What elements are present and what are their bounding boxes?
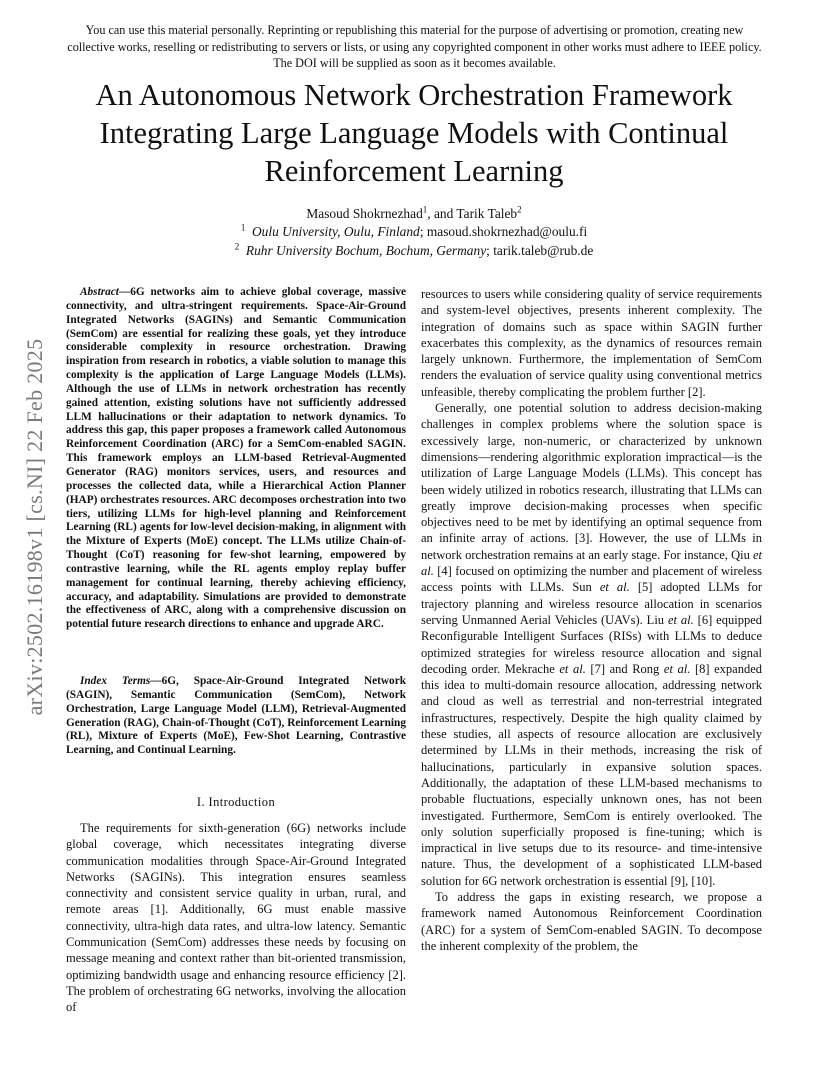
body-paragraph: The requirements for sixth-generation (6G) networks include global coverage, which necessitates integrating diverse communication modalities through Space-Air-Ground Integrated Networks (SAGINs). This integration ensures seamless connectivity and consistent service quality in urban, rural, and remote areas [1]. Additionally, 6G must enable massive connectivity, ultra-high data rates, and ultra-low latency. Semantic Communication (SemCom) addresses these needs by focusing on message meaning and context rather than bit-oriented transmission, optimizing bandwidth usage and enhancing resource efficiency [2]. The problem of orchestrating 6G networks, involving the allocation of	[66, 821, 406, 1015]
body-text: [7] and Rong	[585, 661, 664, 676]
body-text: Generally, one potential solution to address decision-making challenges in complex problems where the solution space is excessively large, non-numeric, or characterized by unknown dimensions—rendering algorithmic exploration impractical—is the utilization of Large Language Models (LLMs). This concept has been widely utilized in robotics research, illustrating that LLMs can greatly improve decision-making processes when specific objectives need to be met by identifying an optimal sequence from an infinite array of actions. [3]. However, the use of LLMs in network orchestration remains at an early stage. For instance, Qiu	[421, 401, 762, 562]
body-paragraph	[421, 400, 762, 889]
arxiv-sidebar	[20, 296, 50, 758]
et-al: et al.	[667, 612, 694, 627]
affiliation-email[interactable]: ; masoud.shokrnezhad@oulu.fi	[419, 224, 588, 239]
affiliation-institution: Ruhr University Bochum, Bochum, Germany	[245, 243, 487, 258]
et-al: et al.	[559, 661, 586, 676]
author-separator: , and	[427, 206, 457, 221]
abstract-label: Abstract	[80, 286, 119, 298]
body-text: [8] expanded this idea to multi-domain resource allocation, addressing network and cloud as well as terrestrial and non-terrestrial integrated infrastructures, respectively. Despite the high quality claimed by these studies, all aspects of resource allocation are exclusively determined by LLMs in their methods, increasing the risk of hallucinations, particularly in expansive solution spaces. Additionally, the adaptation of these LLM-based mechanisms to probable fluctuations, especially unknown ones, has not been investigated. Furthermore, SemCom is entirely overlooked. The only solution superficially proposed is fine-tuning; which is impractical in live setups due to its resource- and time-intensive nature. Thus, the development of a sophisticated LLM-based solution for 6G network orchestration is essential [9], [10].	[421, 661, 762, 888]
et-al: et al.	[421, 547, 762, 579]
paper-title: An Autonomous Network Orchestration Framework Integrating Large Language Models with Continual Reinforcement Learning	[95, 78, 733, 188]
author-affiliation-mark: 2	[517, 204, 522, 215]
abstract	[66, 286, 406, 632]
author-affiliation-mark: 1	[422, 204, 428, 215]
abstract-text: —6G networks aim to achieve global coverage, massive connectivity, and ultra-stringent requirements. Space-Air-Ground Integrated Networks (SAGINs) and Semantic Communication (SemCom) are essential for realizing these goals, yet they introduce considerable complexity in resource orchestration. Drawing inspiration from research in robotics, a viable solution to manage this complexity is the application of Large Language Models (LLMs). Although the use of LLMs in network orchestration has recently gained attention, existing solutions have not sufficiently addressed LLM hallucinations or their adaptation to network dynamics. To address this gap, this paper proposes a framework called Autonomous Reinforcement Coordination (ARC) for a SemCom-enabled SAGIN. This framework employs an LLM-based Retrieval-Augmented Generator (RAG) monitors services, users, and resources and processes the collected data, while a Hierarchical Action Planner (HAP) orchestrates resources. ARC decomposes orchestration into two tiers, utilizing LLMs for high-level planning and Reinforcement Learning (RL) agents for low-level decision-making, in alignment with the Mixture of Experts (MoE) concept. The LLMs utilize Chain-of-Thought (CoT) reasoning for few-shot learning, empowered by contrastive learning, while the RL agents employ replay buffer management for continual learning, thereby achieving efficiency, accuracy, and adaptability. Simulations are provided to demonstrate the effectiveness of ARC, along with a comprehensive discussion on potential future research directions to enhance and upgrade ARC.	[66, 286, 406, 631]
index-terms-text: —6G, Space-Air-Ground Integrated Network (SAGIN), Semantic Communication (SemCom), Network Orchestration, Large Language Model (LLM), Retrieval-Augmented Generation (RAG), Chain-of-Thought (CoT), Reinforcement Learning (RL), Mixture of Experts (MoE), Few-Shot Learning, Contrastive Learning, and Continual Learning.	[66, 675, 406, 757]
introduction-left	[66, 820, 406, 1016]
body-text: [6] equipped Reconfigurable Intelligent Surfaces (RISs) with LLMs to deduce optimized strategies for wireless resource allocation and signal decoding order. Mekrache	[421, 612, 762, 676]
affiliation-mark: 1	[240, 222, 246, 233]
right-column	[421, 286, 762, 954]
affiliation-1	[0, 222, 828, 241]
affiliation-email[interactable]: ; tarik.taleb@rub.de	[486, 243, 594, 258]
body-paragraph: To address the gaps in existing research, we propose a framework named Autonomous Reinforcement Coordination (ARC) for a system of SemCom-enabled SAGIN. To decompose the inherent complexity of the problem, the	[421, 889, 762, 953]
affiliation-2	[0, 241, 828, 260]
section-heading: I. Introduction	[196, 795, 276, 809]
author-name: Tarik Taleb	[456, 206, 518, 221]
et-al: et al.	[663, 661, 691, 676]
arxiv-identifier[interactable]: arXiv:2502.16198v1 [cs.NI] 22 Feb 2025	[22, 338, 47, 716]
affiliation-mark: 2	[234, 241, 240, 252]
author-line	[0, 204, 828, 223]
author-name: Masoud Shokrnezhad	[306, 206, 423, 221]
index-terms	[66, 675, 406, 758]
copyright-notice: You can use this material personally. Reprinting or republishing this material for the purpose of advertising or promotion, creating new collective works, reselling or redistributing to servers or lists, or using any copyrighted component in other works must adhere to IEEE policy. The DOI will be supplied as soon as it becomes available.	[67, 23, 762, 71]
affiliation-institution: Oulu University, Oulu, Finland	[252, 224, 420, 239]
et-al: et al.	[599, 580, 630, 595]
body-text: [4] focused on optimizing the number and placement of wireless access points with LLMs. Sun	[421, 564, 762, 595]
body-text: [5] adopted LLMs for trajectory planning and wireless resource allocation in scenarios serving Unmanned Aerial Vehicles (UAVs). Liu	[421, 580, 762, 627]
index-terms-label: Index Terms	[80, 675, 151, 687]
body-paragraph: resources to users while considering quality of service requirements and system-level objectives, presents inherent complexity. The integration of domains such as space within SAGIN further exacerbates this complexity, as the dynamics of resources remain largely unknown. Furthermore, the implementation of SemCom renders the evaluation of service quality using conventional metrics unfeasible, thereby complicating the problem further [2].	[421, 287, 762, 399]
